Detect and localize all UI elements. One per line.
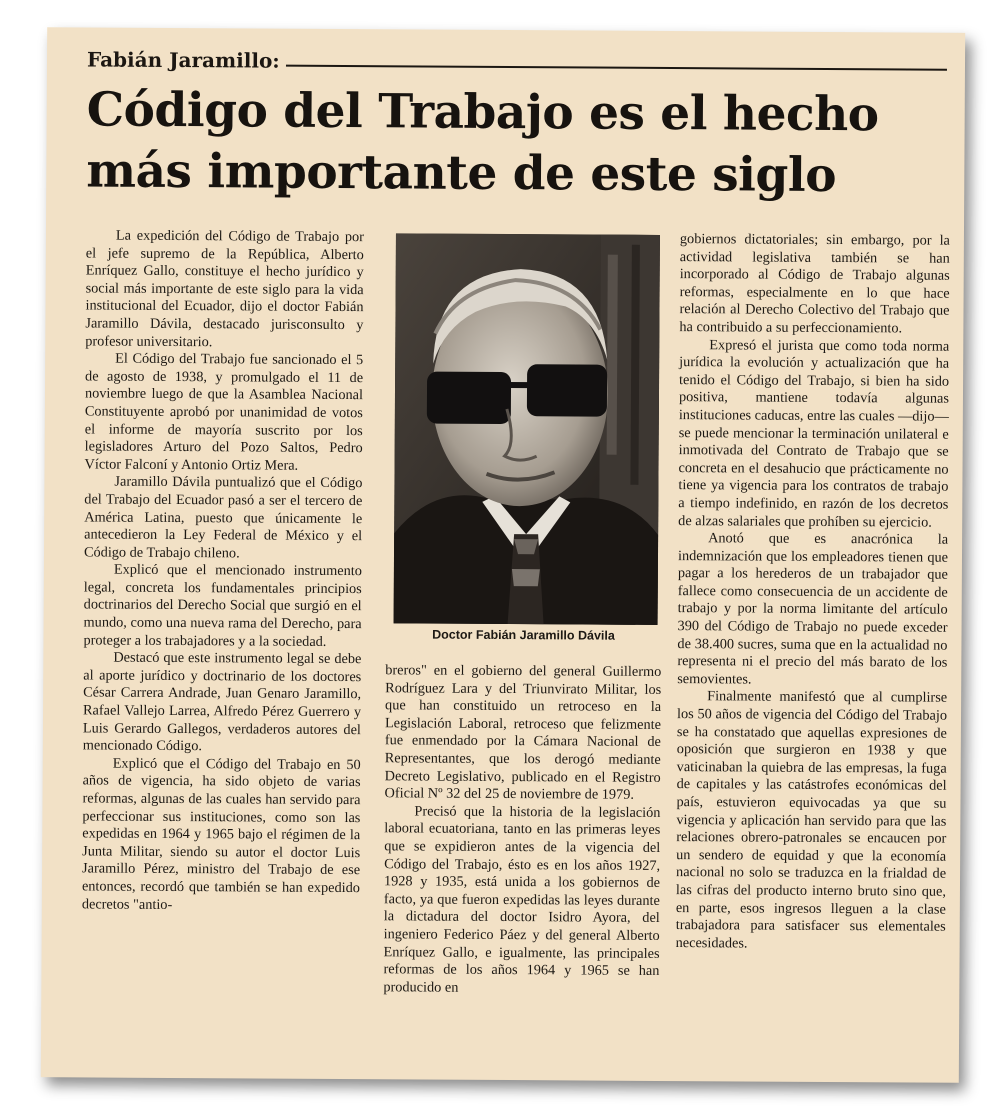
paragraph: Jaramillo Dávila puntualizó que el Código del Trabajo del Ecuador pasó a ser el tercero de América Latina, puesto que únicamente le antecedieron la Ley Federal de México y el Código de Trabajo chileno. <box>83 473 363 562</box>
byline-rule <box>286 65 947 71</box>
paragraph: Precisó que la historia de la legislación laboral ecuatoriana, tanto en las primeras leyes que se expidieron antes de la vigencia del Código del Trabajo, ésto es en los años 1927, 1928 y 1935, está unida a los gobiernos de facto, ya que fueron expedidas las leyes durante la dictadura del doctor Isidro Ayora, del ingeniero Federico Páez y del general Alberto Enríquez Gallo, e igualmente, las principales reformas de los años 1964 y 1965 se han producido en <box>383 803 661 996</box>
author-byline: Fabián Jaramillo: <box>86 47 280 73</box>
paragraph: Anotó que es anacrónica la indemnización que los empleadores tienen que pagar a los herederos de un trabajador que fallece como consecuencia de un accidente de trabajo y por la norma limitante del artículo 390 del Código de Trabajo no puede exceder de 38.400 sucres, suma que en la actualidad no representa ni el precio del más barato de los semovientes. <box>677 530 949 688</box>
portrait-photo <box>394 233 660 625</box>
paragraph: breros" en el gobierno del general Guillermo Rodríguez Lara y del Triunvirato Militar, los que han constituido un retroceso en la Legislación Laboral, retroceso que felizmente fue enmendado por la Cámara Nacional de Representantes, que los derogó mediante Decreto Legislativo, publicado en el Registro Oficial Nº 32 del 25 de noviembre de 1979. <box>384 662 662 803</box>
paragraph: Finalmente manifestó que al cumplirse los 50 años de vigencia del Código del Trabajo se ha constatado que aquellas expresiones de oposición que surgieron en 1938 y que vaticinaban la quiebra de las empresas, la fuga de capitales y las catástrofes económicas del país, estuvieron equivocadas ya que su vigencia y aplicación han servido para que las relaciones obrero-patronales se encaucen por un sendero de equidad y que la economía nacional no solo se traduzca en la frialdad de las cifras del producto interno bruto sino que, en parte, esos ingresos lleguen a la clase trabajadora para satisfacer sus elementales necesidades. <box>675 688 948 952</box>
paragraph: La expedición del Código de Trabajo por el jefe supremo de la República, Alberto Enríquez Gallo, constituye el hecho jurídico y social más importante de este siglo para la vida institucional del Ecuador, dijo el doctor Fabián Jaramillo Dávila, destacado jurisconsulto y profesor universitario. <box>85 227 364 350</box>
paragraph: Explicó que el Código del Trabajo en 50 años de vigencia, ha sido objeto de varias reformas, algunas de las cuales han servido para perfeccionar sus instituciones, como son las expedidas en 1964 y 1965 bajo el régimen de la Junta Militar, siendo su autor el doctor Luis Jaramillo Pérez, ministro del Trabajo de ese entonces, recordó que también se han expedido decretos "antio- <box>81 755 361 913</box>
article-column-2 <box>383 662 661 998</box>
byline-row <box>87 41 947 76</box>
paragraph: El Código del Trabajo fue sancionado el 5 de agosto de 1938, y promulgado el 11 de noviembre luego de que la Asamblea Nacional Constituyente aprobó por unanimidad de votos el informe de mayoría suscrito por los legisladores Arturo del Pozo Saltos, Pedro Víctor Falconí y Antonio Ortiz Mera. <box>84 350 364 474</box>
photo-caption: Doctor Fabián Jaramillo Dávila <box>432 627 615 643</box>
paragraph: Destacó que este instrumento legal se debe al aporte jurídico y doctrinario de los doctores César Carrera Andrade, Juan Genaro Jaramillo, Rafael Vallejo Larrea, Alfredo Pérez Guerrero y Luis Gerardo Gallegos, verdaderos autores del mencionado Código. <box>82 649 362 755</box>
article-column-1 <box>82 227 364 915</box>
headline-line-2: más importante de este siglo <box>86 143 837 204</box>
paragraph: Expresó el jurista que como toda norma jurídica la evolución y actualización que ha tenido el Código del Trabajo, si bien ha sido positiva, mantiene todavía algunas instituciones caducas, entre las cuales —dijo— se puede mencionar la terminación unilateral e inmotivada del Contrato de Trabajo que se concreta en el desahucio que prácticamente no tiene ya vigencia para los contratos de trabajo a tiempo indefinido, en razón de los decretos de alzas salariales que prohíben su ejercicio. <box>678 336 950 531</box>
headline <box>86 79 947 206</box>
newspaper-clipping <box>41 27 965 1083</box>
paragraph: gobiernos dictatoriales; sin embargo, por la actividad legislativa también se han incorporado al Código de Trabajo algunas reformas, especialmente en lo que hace relación al Derecho Colectivo del Trabajo que ha contribuido a su perfeccionamiento. <box>679 231 950 337</box>
headline-line-1: Código del Trabajo es el hecho <box>86 82 879 143</box>
paragraph: Explicó que el mencionado instrumento legal, concreta los fundamentales principios doctrinarios del Derecho Social que surgió en el mundo, como una nueva rama del Derecho, para proteger a los trabajadores y a la sociedad. <box>83 561 362 650</box>
article-column-3 <box>676 231 950 954</box>
portrait-image <box>394 233 660 625</box>
